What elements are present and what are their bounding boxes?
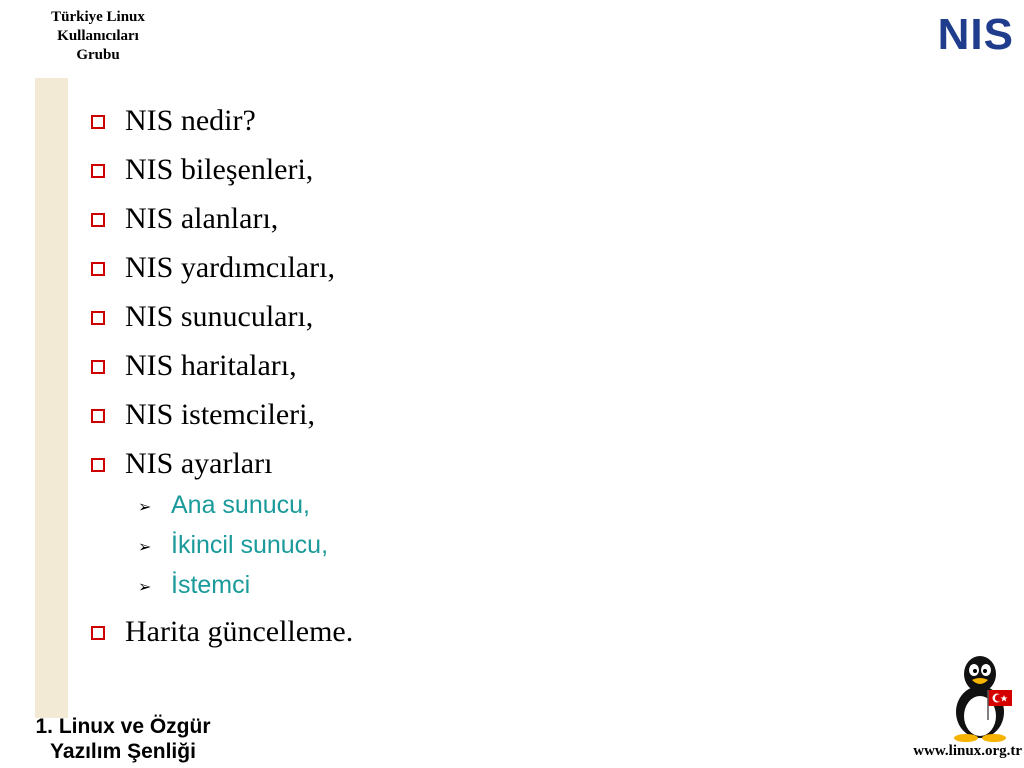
org-name-line: Türkiye Linux — [51, 9, 145, 25]
arrowhead-bullet-icon: ➢ — [138, 577, 152, 596]
red-square-bullet-icon — [91, 458, 105, 472]
list-item-text: NIS ayarları — [125, 447, 273, 480]
sub-list-item-text: Ana sunucu, — [171, 491, 310, 519]
list-item — [88, 394, 788, 443]
tux-penguin-icon — [942, 650, 1018, 742]
list-item-text: NIS yardımcıları, — [125, 251, 335, 284]
list-item — [88, 100, 788, 149]
list-item — [88, 198, 788, 247]
org-name-line: Grubu — [76, 47, 120, 63]
list-item-text: Harita güncelleme. — [125, 615, 354, 648]
list-item — [88, 443, 788, 487]
red-square-bullet-icon — [91, 164, 105, 178]
list-item-text: NIS haritaları, — [125, 349, 297, 382]
list-item-text: NIS nedir? — [125, 104, 256, 137]
sub-list-item-text: İkincil sunucu, — [171, 531, 329, 559]
red-square-bullet-icon — [91, 262, 105, 276]
slide-title: NIS — [937, 10, 1014, 59]
red-square-bullet-icon — [91, 213, 105, 227]
red-square-bullet-icon — [91, 115, 105, 129]
list-item — [88, 149, 788, 198]
red-square-bullet-icon — [91, 409, 105, 423]
bullet-list — [88, 100, 788, 660]
event-name-line: Yazılım Şenliği — [50, 740, 196, 763]
red-square-bullet-icon — [91, 311, 105, 325]
red-square-bullet-icon — [91, 626, 105, 640]
list-item — [88, 611, 788, 660]
list-item — [88, 345, 788, 394]
sub-list-item — [88, 487, 788, 527]
event-name-line: 1. Linux ve Özgür — [35, 715, 211, 738]
list-item — [88, 296, 788, 345]
sub-list-item-text: İstemci — [171, 571, 251, 599]
side-decoration-bar — [35, 78, 68, 718]
list-item-text: NIS sunucuları, — [125, 300, 314, 333]
sub-list-item — [88, 567, 788, 611]
red-square-bullet-icon — [91, 360, 105, 374]
arrowhead-bullet-icon: ➢ — [138, 497, 152, 516]
org-name-line: Kullanıcıları — [57, 28, 139, 44]
website-url: www.linux.org.tr — [913, 743, 1022, 759]
sub-list-item — [88, 527, 788, 567]
list-item-text: NIS istemcileri, — [125, 398, 315, 431]
org-name — [14, 8, 182, 65]
arrowhead-bullet-icon: ➢ — [138, 537, 152, 556]
event-name — [14, 714, 232, 764]
list-item-text: NIS alanları, — [125, 202, 279, 235]
list-item — [88, 247, 788, 296]
list-item-text: NIS bileşenleri, — [125, 153, 314, 186]
